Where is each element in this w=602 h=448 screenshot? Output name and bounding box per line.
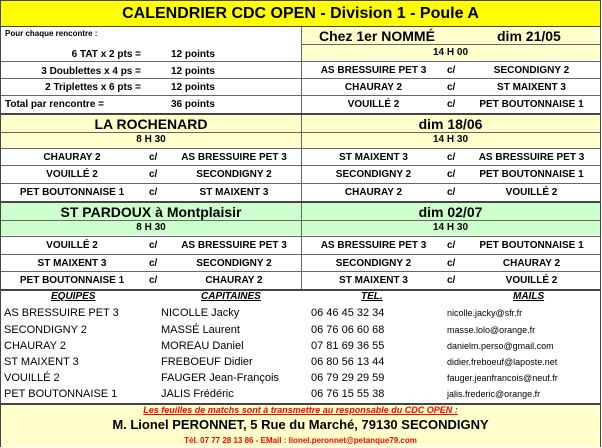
day2-afternoon-match1-home: ST MAIXENT 3 <box>339 152 408 163</box>
day2-morning-match1-away: AS BRESSUIRE PET 3 <box>181 152 287 163</box>
day2-morning-match1-home: CHAURAY 2 <box>43 152 101 163</box>
day1-match2-away: ST MAIXENT 3 <box>497 82 566 93</box>
day1-match3-home: VOUILLÉ 2 <box>347 99 400 110</box>
day2-time-afternoon: 14 H 30 <box>432 134 469 145</box>
day2-morning-match3-away: ST MAIXENT 3 <box>199 187 269 198</box>
divider <box>301 115 302 201</box>
page-title: CALENDRIER CDC OPEN - Division 1 - Poule A <box>1 1 600 27</box>
day3-afternoon-match1-sep: c/ <box>447 240 456 251</box>
day1-match3-sep: c/ <box>447 99 456 110</box>
day3-afternoon-match3-home: ST MAIXENT 3 <box>339 275 408 286</box>
contact-tel: 07 81 69 36 55 <box>311 340 385 352</box>
day1-match1-home: AS BRESSUIRE PET 3 <box>320 65 427 76</box>
scoring-label-1: 6 TAT x 2 pts = <box>71 49 141 60</box>
day1-venue: Chez 1er NOMMÉ <box>319 28 435 44</box>
footer-notice: Les feuilles de matchs sont à transmettre au responsable du CDC OPEN : <box>143 405 458 415</box>
contact-mail[interactable]: fauger.jeanfrancois@neuf.fr <box>447 373 558 383</box>
day1-time: 14 H 00 <box>432 47 469 58</box>
day3-morning-match2-sep: c/ <box>149 258 158 269</box>
contact-tel: 06 79 29 29 59 <box>311 372 385 384</box>
scoring-label-2: 3 Doublettes x 4 ps = <box>41 66 141 77</box>
day3-morning-match1-away: AS BRESSUIRE PET 3 <box>181 240 287 251</box>
day3-morning-match1-home: VOUILLÉ 2 <box>46 240 98 251</box>
scoring-header: Pour chaque rencontre : <box>5 29 98 38</box>
day3-afternoon-match1-away: PET BOUTONNAISE 1 <box>479 240 584 251</box>
day2-date: dim 18/06 <box>418 116 483 132</box>
contact-team: ST MAIXENT 3 <box>4 356 79 368</box>
contact-team: VOUILLÉ 2 <box>4 372 60 384</box>
contacts-header-teams: EQUIPES <box>51 291 96 302</box>
day3-afternoon-match3-away: VOUILLÉ 2 <box>505 275 558 286</box>
day2-morning-match2-sep: c/ <box>149 169 158 180</box>
day2-afternoon-match2-away: PET BOUTONNAISE 1 <box>479 169 584 180</box>
day2-morning-match2-home: VOUILLÉ 2 <box>46 169 98 180</box>
day2-afternoon-match3-home: CHAURAY 2 <box>344 187 403 198</box>
divider <box>301 203 302 289</box>
contact-captain: MASSÉ Laurent <box>161 324 240 336</box>
contact-tel: 06 46 45 32 34 <box>311 307 385 319</box>
day2-afternoon-match1-away: AS BRESSUIRE PET 3 <box>478 152 585 163</box>
contact-team: AS BRESSUIRE PET 3 <box>4 307 119 319</box>
contact-tel: 06 76 15 55 38 <box>311 388 385 400</box>
day3-afternoon-match2-away: CHAURAY 2 <box>502 258 561 269</box>
day3-time-afternoon: 14 H 30 <box>432 222 469 233</box>
contact-captain: JALIS Frédéric <box>161 388 234 400</box>
contact-tel: 06 80 56 13 44 <box>311 356 385 368</box>
contacts-header-mails: MAILS <box>513 291 545 302</box>
day3-afternoon-match1-home: AS BRESSUIRE PET 3 <box>320 240 427 251</box>
contact-mail[interactable]: jalis.frederic@orange.fr <box>447 389 541 399</box>
day2-morning-match2-away: SECONDIGNY 2 <box>196 169 272 180</box>
day1-match1-away: SECONDIGNY 2 <box>493 65 570 76</box>
divider <box>301 27 302 113</box>
day3-afternoon-match3-sep: c/ <box>447 275 456 286</box>
day1-match3-away: PET BOUTONNAISE 1 <box>479 99 584 110</box>
day1-match2-home: CHAURAY 2 <box>344 82 403 93</box>
day3-morning-match3-sep: c/ <box>149 275 158 286</box>
scoring-total-label: Total par rencontre = <box>5 99 105 110</box>
scoring-value-3: 12 points <box>171 82 215 93</box>
contact-captain: NICOLLE Jacky <box>161 307 240 319</box>
day3-morning-match3-away: CHAURAY 2 <box>205 275 263 286</box>
scoring-value-2: 12 points <box>171 66 215 77</box>
day2-afternoon-match2-sep: c/ <box>447 169 456 180</box>
contact-captain: FAUGER Jean-François <box>161 372 279 384</box>
day2-afternoon-match1-sep: c/ <box>447 152 456 163</box>
day2-morning-match3-sep: c/ <box>149 187 158 198</box>
contacts-header-captains: CAPITAINES <box>201 291 261 302</box>
contact-team: CHAURAY 2 <box>4 340 66 352</box>
day3-time-morning: 8 H 30 <box>136 222 166 233</box>
day2-morning-match3-home: PET BOUTONNAISE 1 <box>19 187 125 198</box>
contact-tel: 06 76 06 60 68 <box>311 324 385 336</box>
day3-morning-match2-away: SECONDIGNY 2 <box>196 258 272 269</box>
day2-time-morning: 8 H 30 <box>136 134 166 145</box>
day1-match2-sep: c/ <box>447 82 456 93</box>
scoring-label-3: 2 Triplettes x 6 pts = <box>45 82 141 93</box>
day3-date: dim 02/07 <box>418 204 483 220</box>
contact-mail[interactable]: didier.freboeuf@laposte.net <box>447 357 558 367</box>
day3-venue: ST PARDOUX à Montplaisir <box>60 204 242 220</box>
day2-venue: LA ROCHENARD <box>94 116 208 132</box>
footer-contact: Tél. 07 77 28 13 86 - EMail : lionel.peronnet@petanque79.com <box>184 436 417 445</box>
day3-afternoon-match2-sep: c/ <box>447 258 456 269</box>
contact-team: SECONDIGNY 2 <box>4 324 87 336</box>
day1-match1-sep: c/ <box>447 65 456 76</box>
day2-afternoon-match2-home: SECONDIGNY 2 <box>335 169 412 180</box>
contact-team: PET BOUTONNAISE 1 <box>4 388 118 400</box>
day3-morning-match1-sep: c/ <box>149 240 158 251</box>
day2-afternoon-match3-away: VOUILLÉ 2 <box>505 187 558 198</box>
contact-mail[interactable]: danielm.perso@gmail.com <box>447 341 554 351</box>
divider <box>301 44 600 45</box>
day3-morning-match2-home: ST MAIXENT 3 <box>37 258 107 269</box>
contact-captain: MOREAU Daniel <box>161 340 244 352</box>
day3-morning-match3-home: PET BOUTONNAISE 1 <box>19 275 125 286</box>
contacts-header-tel: TEL. <box>361 291 383 302</box>
day3-afternoon-match2-home: SECONDIGNY 2 <box>335 258 412 269</box>
scoring-total-value: 36 points <box>171 99 215 110</box>
day2-afternoon-match3-sep: c/ <box>447 187 456 198</box>
contact-captain: FREBOEUF Didier <box>161 356 253 368</box>
contact-mail[interactable]: nicolle.jacky@sfr.fr <box>447 308 523 318</box>
day1-date: dim 21/05 <box>497 28 561 44</box>
day2-morning-match1-sep: c/ <box>149 152 158 163</box>
contact-mail[interactable]: masse.lolo@orange.fr <box>447 325 536 335</box>
footer-name: M. Lionel PERONNET, 5 Rue du Marché, 79130 SECONDIGNY <box>112 417 489 432</box>
scoring-value-1: 12 points <box>171 49 215 60</box>
